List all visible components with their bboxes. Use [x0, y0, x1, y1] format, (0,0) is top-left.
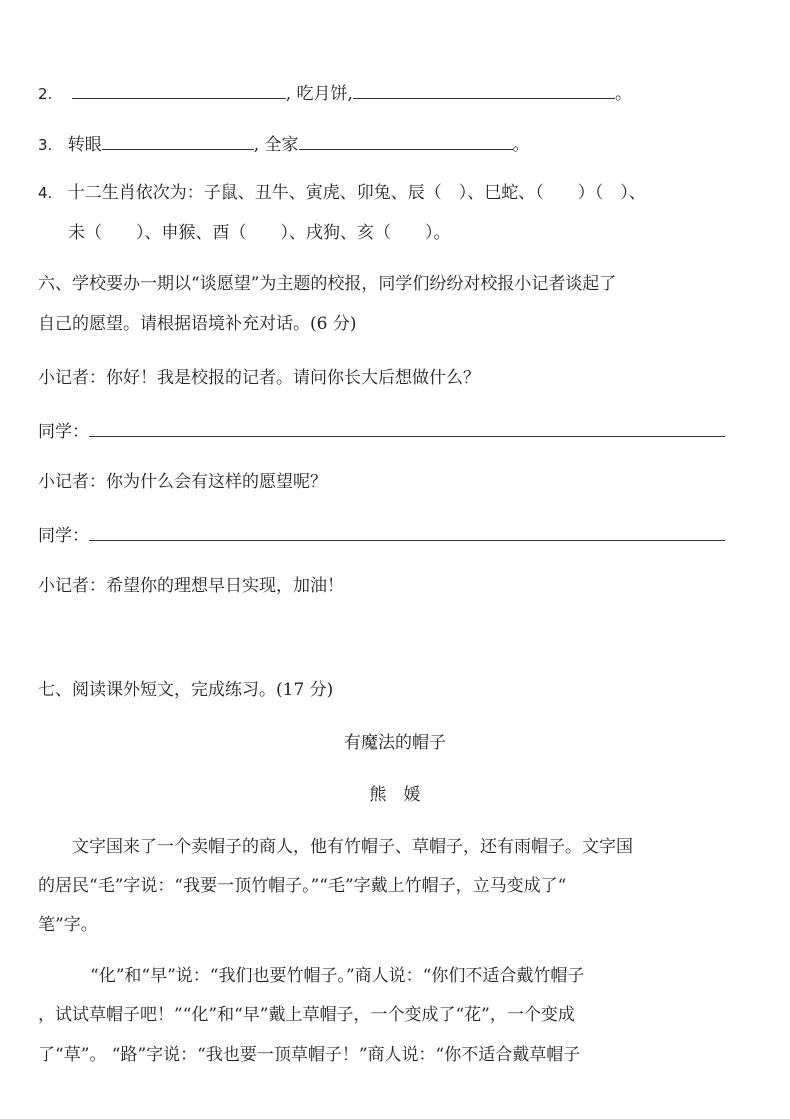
question-4-line-2: 未（ ）、申猴、酉（ ）、戌狗、亥（ ）。: [68, 223, 451, 243]
paragraph-1-line-3: 笔”字。: [38, 915, 98, 935]
answer-blank[interactable]: [353, 80, 615, 99]
paragraph-1-line-2: 的居民“毛”字说：“我要一顶竹帽子。”“毛”字戴上竹帽子，立马变成了“: [38, 876, 567, 896]
answer-label: 同学：: [38, 526, 89, 546]
answer-line[interactable]: [89, 522, 725, 541]
question-text: 。: [614, 84, 632, 104]
reporter-question-2: 小记者：你为什么会有这样的愿望呢？: [38, 472, 327, 492]
question-2: [38, 80, 632, 106]
question-text: 转眼: [67, 135, 102, 155]
question-number: 2.: [38, 85, 53, 103]
reporter-question-1: 小记者：你好！我是校报的记者。请问你长大后想做什么？: [38, 368, 480, 388]
answer-blank[interactable]: [102, 131, 254, 150]
answer-blank[interactable]: [299, 131, 513, 150]
answer-label: 同学：: [38, 422, 89, 442]
answer-line[interactable]: [89, 418, 725, 437]
question-text: , 全家: [253, 135, 299, 155]
question-text: 十二生肖依次为：子鼠、丑牛、寅虎、卯兔、辰（ ）、巳蛇、（ ）（ ）、: [67, 183, 646, 203]
paragraph-2-line-2: ，试试草帽子吧！”“化”和“早”戴上草帽子，一个变成了“花”，一个变成: [38, 1005, 575, 1025]
answer-blank[interactable]: [72, 80, 286, 99]
paragraph-1-line-1: 文字国来了一个卖帽子的商人，他有竹帽子、草帽子，还有雨帽子。文字国: [72, 837, 633, 857]
question-text: 。: [512, 135, 530, 155]
paragraph-2-line-1: “化”和“早”说：“我们也要竹帽子。”商人说：“你们不适合戴竹帽子: [90, 966, 585, 986]
section-6-heading-cont: 自己的愿望。请根据语境补充对话。(6 分): [38, 314, 357, 334]
paragraph-2-line-3: 了“草”。 “路”字说：“我也要一顶草帽子！”商人说：“你不适合戴草帽子: [38, 1045, 581, 1065]
question-number: 3.: [38, 136, 53, 154]
question-4: [38, 181, 646, 205]
question-3: [38, 131, 530, 157]
question-text: , 吃月饼,: [285, 84, 353, 104]
student-answer-2: [38, 522, 725, 548]
student-answer-1: [38, 418, 725, 444]
story-title: 有魔法的帽子: [344, 733, 446, 753]
section-7-heading: 七、阅读课外短文，完成练习。(17 分): [38, 680, 334, 700]
section-6-heading: 六、学校要办一期以“谈愿望”为主题的校报，同学们纷纷对校报小记者谈起了: [38, 274, 617, 294]
reporter-closing: 小记者：希望你的理想早日实现，加油！: [38, 576, 344, 596]
story-author: 熊 媛: [369, 785, 421, 805]
question-number: 4.: [38, 184, 53, 202]
